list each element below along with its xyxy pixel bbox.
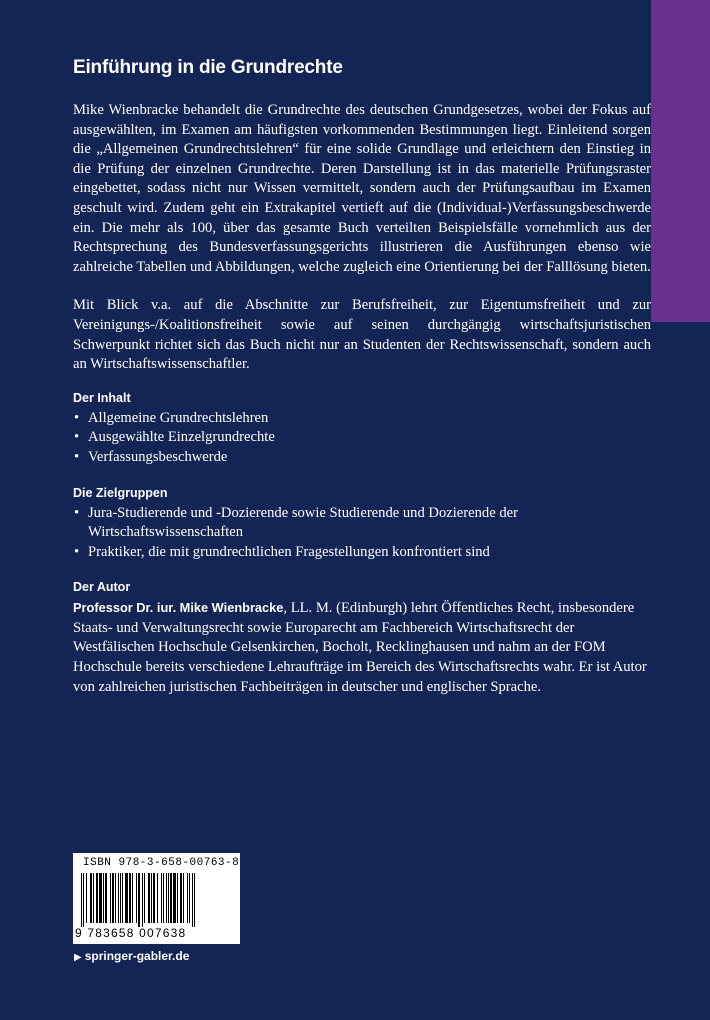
- intro-paragraph-1: Mike Wienbracke behandelt die Grundrechte des deutschen Grundgesetzes, wobei der Fokus auf ausgewählten, im Examen am häufigsten vorkommenden Bestimmungen liegt. Einleitend sorgen die „Allgemeinen Grundrechtslehren“ für eine solide Grundlage und erleichtern den Einstieg in die Prüfung der einzelnen Grundrechte. Deren Darstellung ist in das materielle Prüfungsraster eingebettet, sodass nicht nur Wissen vermittelt, sondern auch der Prüfungsaufbau im Examen geschult wird. Zudem geht ein Extrakapitel vertieft auf die (Individual-)Verfassungsbeschwerde ein. Die mehr als 100, über das gesamte Buch verteilten Beispielsfälle vornehmlich aus der Rechtsprechung des Bundesverfassungsgerichts illustrieren die Ausführungen ebenso wie zahlreiche Tabellen und Abbildungen, welche zugleich eine Orientierung bei der Falllösung bieten.: [73, 102, 651, 275]
- arrow-right-icon: ▶: [74, 952, 82, 963]
- publisher-link[interactable]: [74, 948, 189, 966]
- publisher-url: springer-gabler.de: [84, 949, 190, 963]
- list-item: • Praktiker, die mit grundrechtlichen Fragestellungen konfrontiert sind: [73, 543, 651, 563]
- section-heading-zielgruppen: Die Zielgruppen: [73, 485, 168, 500]
- author-bio-text: , LL. M. (Edinburgh) lehrt Öffentliches Recht, insbesondere Staats- und Verwaltungsrecht sowie Europarecht am Fachbereich Wirtschaftsrecht der Westfälischen Hochschule Gelsenkirchen, Bocholt, Recklinghausen und nahm an der FOM Hochschule bereits verschiedene Lehraufträge im Bereich des Wirtschaftsrechts wahr. Er ist Autor von zahlreichen juristischen Fachbeiträgen in deutscher und englischer Sprache.: [73, 600, 647, 695]
- accent-band: [651, 0, 710, 322]
- section-autor: [73, 578, 651, 697]
- isbn-label: ISBN 978-3-658-00763-8: [83, 857, 240, 869]
- book-title: Einführung in die Grundrechte: [73, 57, 343, 78]
- barcode-icon: [81, 873, 232, 927]
- author-bio: [73, 598, 651, 697]
- list-item: • Verfassungsbeschwerde: [73, 448, 651, 468]
- section-inhalt: [73, 389, 651, 468]
- inhalt-list: [73, 409, 651, 468]
- list-item: • Ausgewählte Einzelgrundrechte: [73, 428, 651, 448]
- zielgruppen-list: [73, 504, 651, 563]
- section-heading-autor: Der Autor: [73, 580, 131, 595]
- barcode-digits: 9 783658 007638: [75, 926, 187, 940]
- section-heading-inhalt: Der Inhalt: [73, 390, 131, 405]
- intro-paragraph-2: Mit Blick v.a. auf die Abschnitte zur Berufsfreiheit, zur Eigentumsfreiheit und zur Vereinigungs-/Koalitionsfreiheit sowie auf seinen durchgängig wirtschaftsjuristischen Schwerpunkt richtet sich das Buch nicht nur an Studenten der Rechtswissenschaft, sondern auch an Wirtschaftswissenschaftler.: [73, 297, 651, 373]
- list-item: • Allgemeine Grundrechtslehren: [73, 409, 651, 429]
- section-zielgruppen: [73, 484, 651, 563]
- author-name: Professor Dr. iur. Mike Wienbracke: [73, 600, 284, 616]
- list-item: • Jura-Studierende und -Dozierende sowie Studierende und Dozierende der Wirtschaftswissenschaften: [73, 504, 651, 543]
- isbn-barcode: [73, 853, 240, 944]
- back-cover-content: [73, 56, 651, 697]
